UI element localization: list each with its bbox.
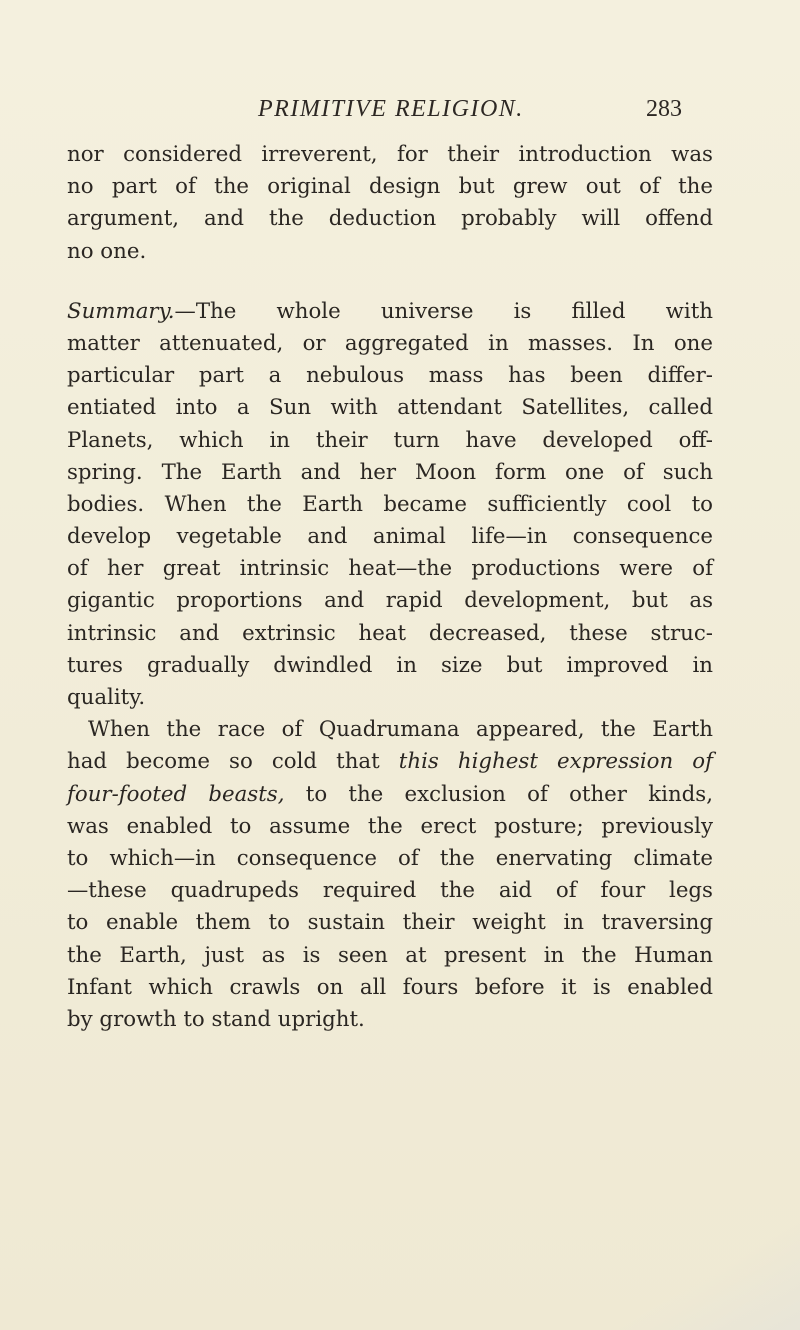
text-line: tures gradually dwindled in size but improved in <box>67 652 713 678</box>
text-line: of her great intrinsic heat—the productions were of <box>67 556 713 582</box>
summary-lead: Summary. <box>67 298 175 324</box>
text-line: to which—in consequence of the enervating climate <box>67 845 713 871</box>
body-text <box>67 139 713 1036</box>
text-line: argument, and the deduction probably will offend <box>67 206 713 232</box>
text-line: no part of the original design but grew out of the <box>67 174 713 200</box>
text-line: to enable them to sustain their weight in traversing <box>67 910 713 936</box>
text-line: entiated into a Sun with attendant Satellites, called <box>67 395 713 421</box>
italic-phrase: four-footed beasts, <box>67 781 285 807</box>
text-line: When the race of Quadrumana appeared, the Earth <box>88 717 713 743</box>
paragraph-gap <box>67 268 713 296</box>
text-line: Planets, which in their turn have developed off- <box>67 427 713 453</box>
text-line <box>67 746 713 778</box>
text-line: nor considered irreverent, for their introduction was <box>67 142 713 167</box>
text-line: was enabled to assume the erect posture; previously <box>67 813 713 839</box>
summary-first-line: —The whole universe is filled with <box>174 298 713 324</box>
page-number: 283 <box>646 96 682 122</box>
text-segment: had become so cold that <box>67 749 380 775</box>
text-line <box>67 779 713 811</box>
text-line: particular part a nebulous mass has been differ- <box>67 363 713 389</box>
text-line: the Earth, just as is seen at present in the Human <box>67 942 713 968</box>
running-head: PRIMITIVE RELIGION. <box>258 96 524 122</box>
text-line: spring. The Earth and her Moon form one of such <box>67 459 713 485</box>
text-line: quality. <box>67 685 146 710</box>
text-line: —these quadrupeds required the aid of four legs <box>67 878 713 904</box>
text-segment: to the exclusion of other kinds, <box>305 781 713 807</box>
page-corner-shading <box>620 1190 800 1330</box>
text-line: matter attenuated, or aggregated in masses. In one <box>67 330 713 356</box>
text-line: Infant which crawls on all fours before it is enabled <box>67 974 713 1000</box>
text-line: no one. <box>67 238 147 264</box>
text-line: develop vegetable and animal life—in consequence <box>67 524 713 550</box>
text-line <box>67 296 713 328</box>
text-line: by growth to stand upright. <box>67 1006 365 1032</box>
text-line: intrinsic and extrinsic heat decreased, these struc- <box>67 620 713 646</box>
page-header <box>0 96 800 128</box>
text-line: gigantic proportions and rapid development, but as <box>67 588 713 614</box>
text-line: bodies. When the Earth became sufficiently cool to <box>67 491 713 517</box>
italic-phrase: this highest expression of <box>398 749 714 775</box>
